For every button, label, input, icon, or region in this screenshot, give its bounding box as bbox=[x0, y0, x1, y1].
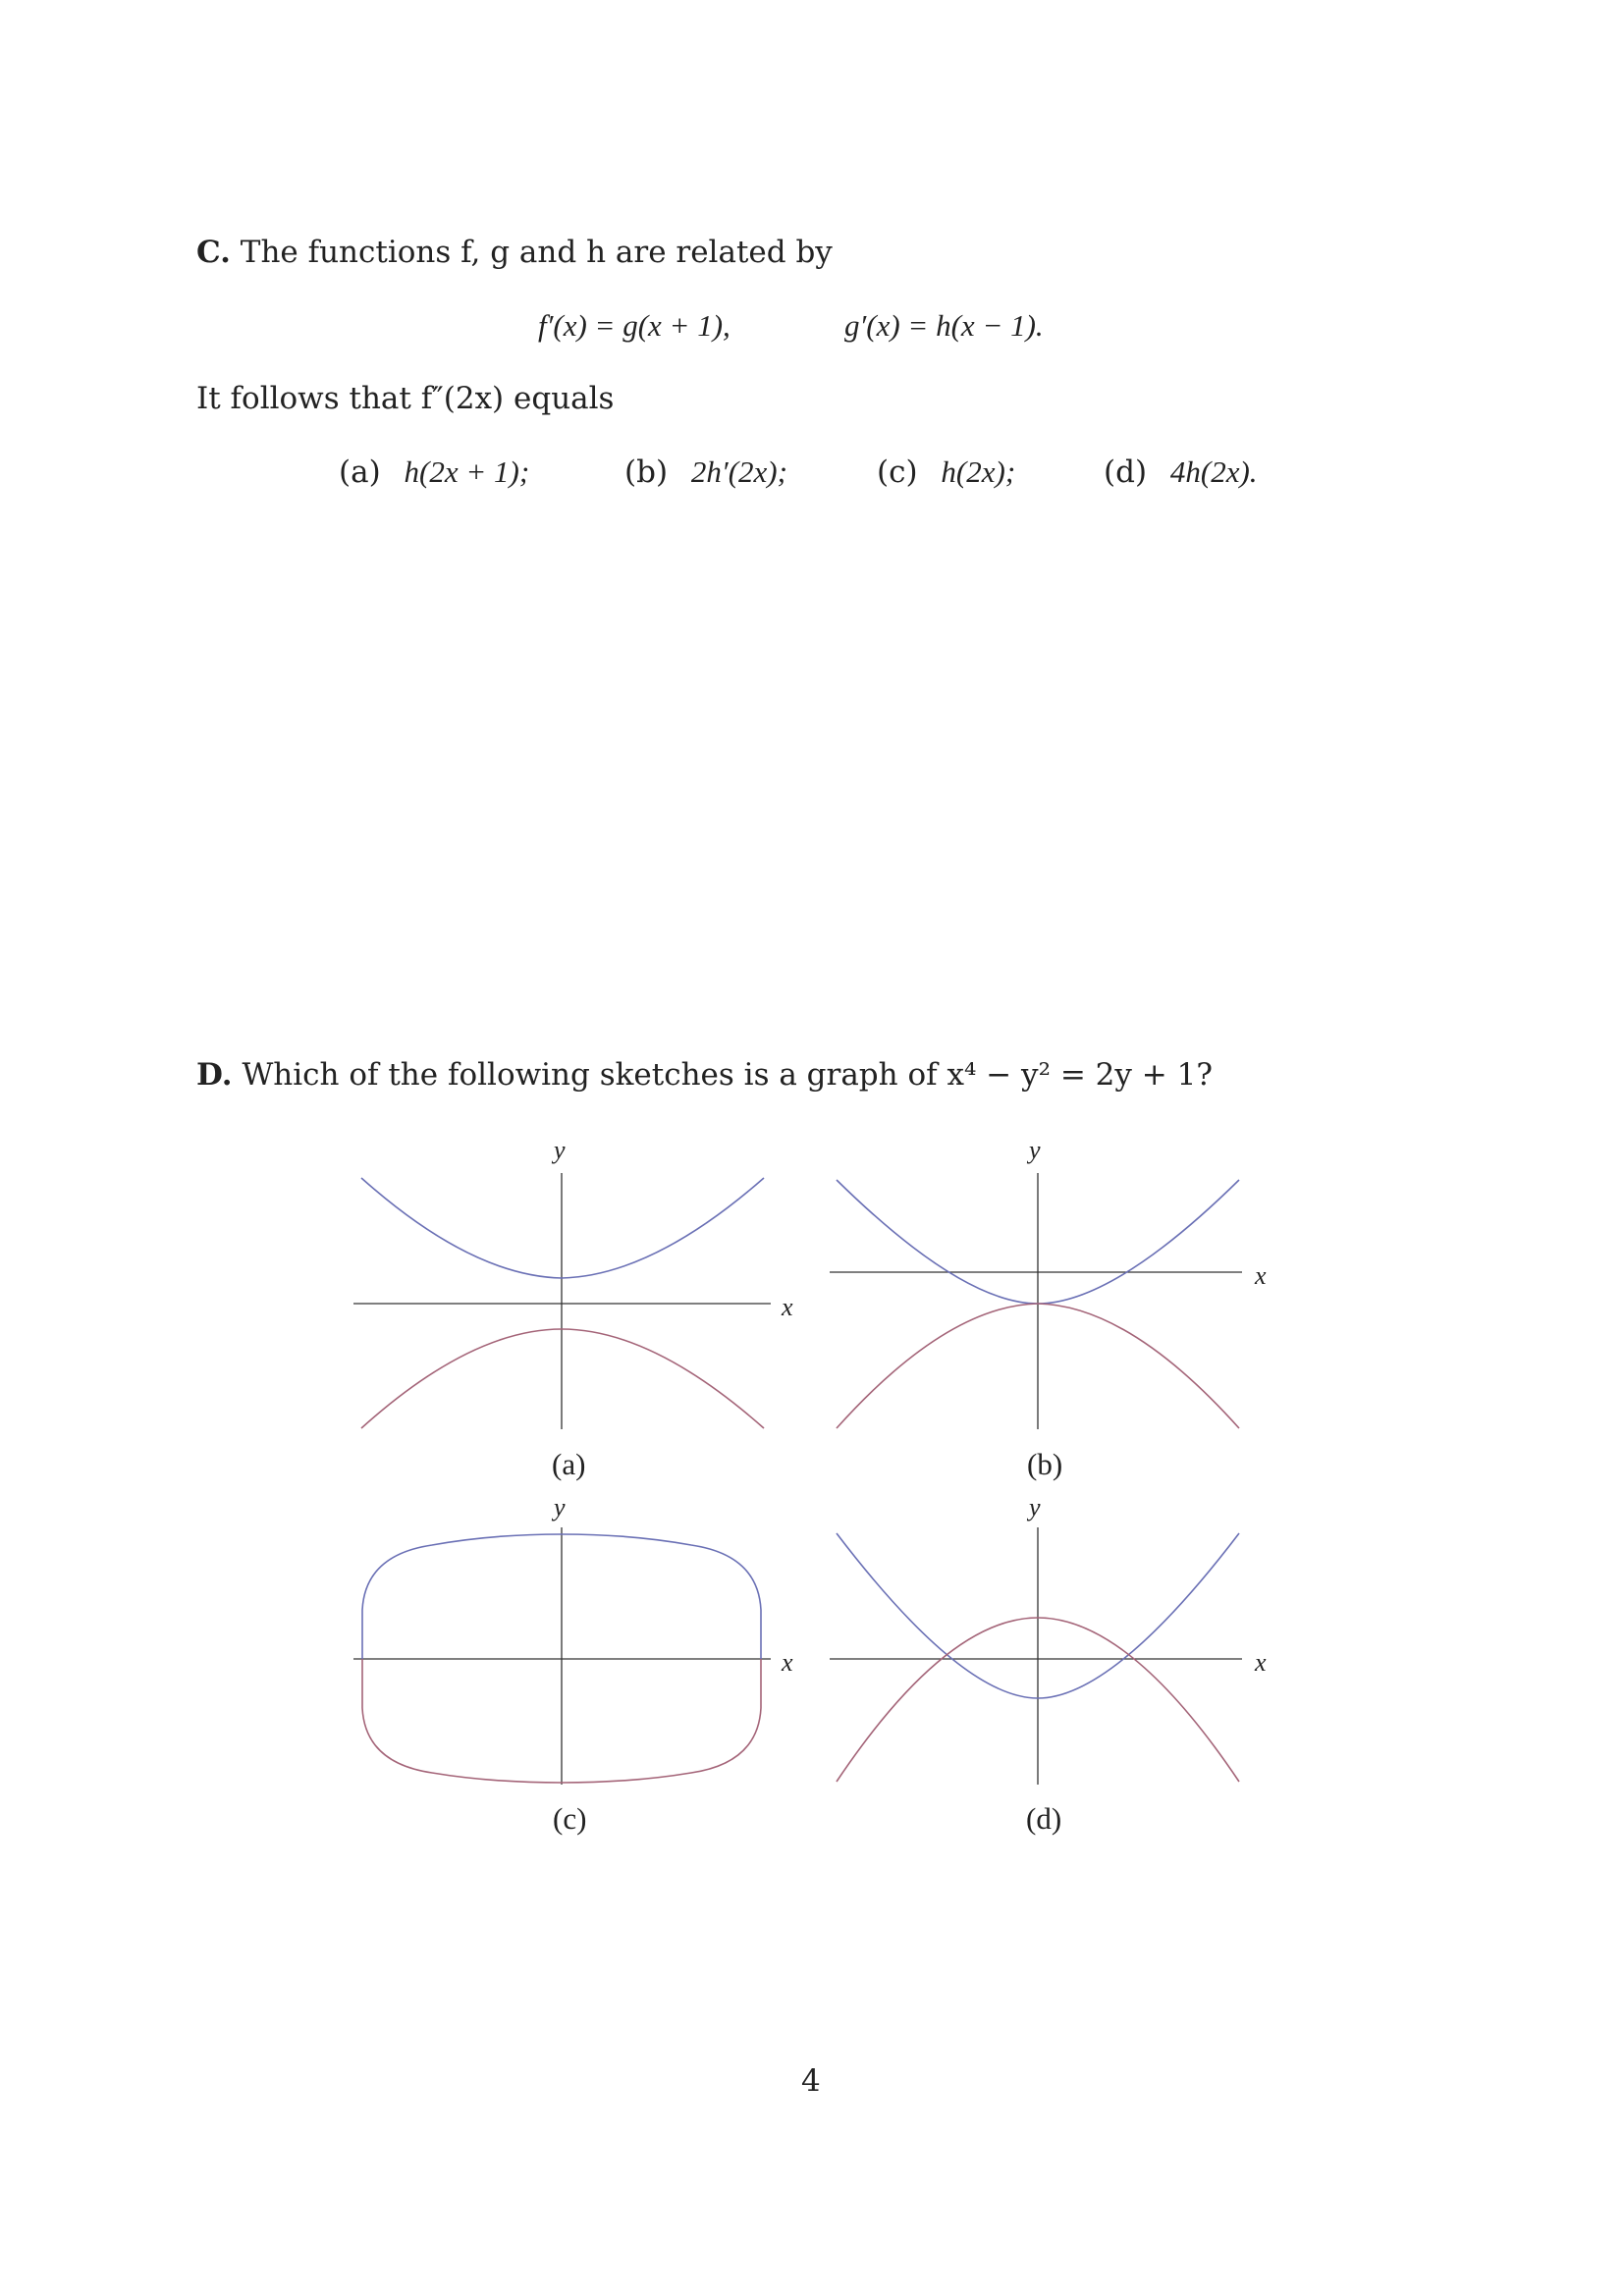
follow-text: It follows that f″(2x) equals bbox=[196, 381, 615, 416]
option-c-text: h(2x); bbox=[941, 454, 1016, 489]
sketch-b-y-label: y bbox=[1029, 1136, 1041, 1164]
sketch-d-x-label: x bbox=[1255, 1648, 1267, 1677]
sketch-b-x-label: x bbox=[1255, 1261, 1267, 1290]
sketch-c-x-label: x bbox=[782, 1648, 793, 1677]
sketch-a-label: (a) bbox=[552, 1447, 586, 1481]
option-a-text: h(2x + 1); bbox=[404, 454, 530, 489]
sketch-a-y-label: y bbox=[554, 1136, 566, 1164]
page-number: 4 bbox=[801, 2063, 821, 2099]
question-c-intro-text: The functions f, g and h are related by bbox=[240, 235, 833, 270]
option-d-text: 4h(2x). bbox=[1169, 454, 1258, 489]
sketch-c-y-label: y bbox=[554, 1493, 566, 1522]
sketch-d-label: (d) bbox=[1026, 1801, 1062, 1836]
question-d-text: Which of the following sketches is a graph of x⁴ − y² = 2y + 1? bbox=[242, 1057, 1213, 1093]
question-c-label: C. bbox=[196, 235, 231, 270]
sketch-d-y-label: y bbox=[1029, 1493, 1041, 1522]
option-b-label: (b) bbox=[624, 454, 669, 490]
option-d-label: (d) bbox=[1104, 454, 1148, 490]
sketch-c-label: (c) bbox=[553, 1801, 587, 1836]
equation-left: f′(x) = g(x + 1), bbox=[538, 308, 730, 343]
option-a-label: (a) bbox=[339, 454, 381, 490]
equation-right: g′(x) = h(x − 1). bbox=[844, 308, 1044, 343]
sketch-b-label: (b) bbox=[1027, 1447, 1063, 1481]
question-d-label: D. bbox=[196, 1057, 233, 1093]
option-c-label: (c) bbox=[877, 454, 918, 490]
option-b-text: 2h′(2x); bbox=[690, 454, 787, 489]
sketch-a-x-label: x bbox=[782, 1293, 793, 1321]
